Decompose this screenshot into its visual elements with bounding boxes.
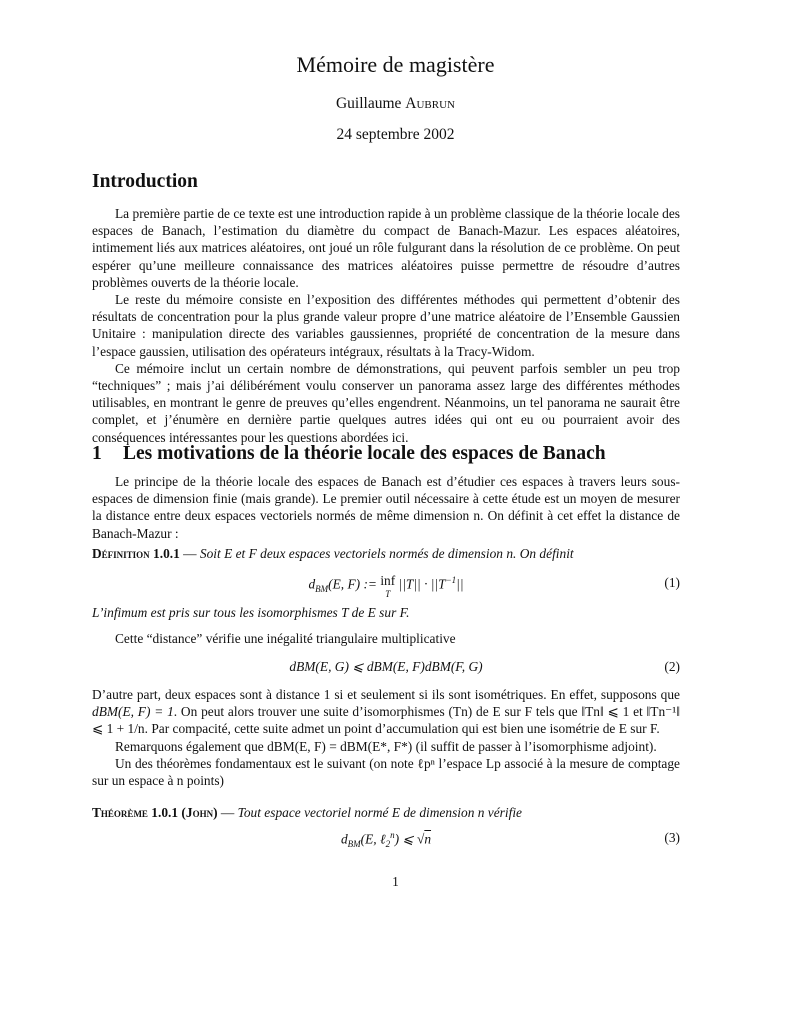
section-1-paragraph-1: Le principe de la théorie locale des espaces de Banach est d’étudier ces espaces à travers leurs sous-espaces de dimension finie (mais grande). Le premier outil nécessaire à cette étude est un moyen de mesurer la distance entre deux espaces vectoriels normés de même dimension n. On définit à cet effet la distance de Banach-Mazur :	[92, 474, 680, 541]
section-1-paragraph-5: Un des théorèmes fondamentaux est le suivant (on note ℓpⁿ l’espace Lp associé à la mesure de comptage sur un espace à n points)	[92, 755, 680, 789]
equation-3	[92, 830, 680, 849]
introduction-heading: Introduction	[92, 171, 198, 192]
introduction-paragraph-1: La première partie de ce texte est une introduction rapide à un problème classique de la théorie locale des espaces de Banach, l’estimation du diamètre du compact de Banach-Mazur. Les espaces aléatoires, intimement liés aux matrices aléatoires, ont joué un rôle fulgurant dans la résolution de ce problème. On peut espérer qu’une meilleure connaissance des matrices aléatoires puisse permettre de résoudre d’autres problèmes ouverts de la théorie locale.	[92, 206, 680, 290]
document-date: 24 septembre 2002	[336, 126, 455, 143]
definition-note	[92, 604, 680, 621]
equation-2-body: dBM(E, G) ⩽ dBM(E, F)dBM(F, G)	[289, 659, 483, 674]
author-first-name: Guillaume	[335, 95, 402, 112]
section-1-heading	[92, 443, 606, 465]
definition-dash: —	[179, 546, 200, 561]
introduction-paragraph-2: Le reste du mémoire consiste en l’exposition des différentes méthodes qui permettent d’obtenir des résultats de concentration pour la plus grande valeur propre d’une matrice aléatoire de l’Ensemble Gaussien Unitaire : manipulation directe des variables gaussiennes, propriété de concentration de la mesure dans l’espace gaussien, utilisation des opérateurs intégraux, résultats à la Tracy-Widom.	[92, 292, 680, 359]
section-title: Les motivations de la théorie locale des espaces de Banach	[123, 443, 606, 464]
equation-2-tag: (2)	[664, 659, 680, 674]
theorem-text: Tout espace vectoriel normé E de dimension n vérifie	[237, 805, 522, 820]
theorem-1-0-1	[92, 804, 680, 821]
equation-1	[92, 575, 680, 600]
theorem-dash: —	[217, 805, 238, 820]
theorem-label: Théorème 1.0.1 (John)	[92, 805, 218, 820]
definition-1-0-1	[92, 545, 680, 562]
section-1-paragraph-3: D’autre part, deux espaces sont à distance 1 si et seulement si ils sont isométriques. En effet, supposons que dBM(E, F) = 1. On peut alors trouver une suite d’isomorphismes (Tn) de E sur F tels que ‖Tn‖ ⩽ 1 et ‖Tn⁻¹‖ ⩽ 1 + 1/n. Par compacité, cette suite admet un point d’accumulation qui est bien une isométrie de E sur F.	[92, 687, 680, 737]
section-1-body	[92, 686, 680, 789]
definition-label: Définition 1.0.1	[92, 546, 180, 561]
equation-3-body: $d_{BM}(E$, ℓ$_2^n$) ⩽ √n	[340, 830, 432, 850]
section-1-paragraph-4: Remarquons également que dBM(E, F) = dBM(E*, F*) (il suffit de passer à l’isomorphisme adjoint).	[115, 738, 657, 754]
introduction-body	[92, 205, 680, 446]
document-author	[0, 95, 791, 113]
definition-after-text: L’infimum est pris sur tous les isomorphismes T de E sur F.	[92, 605, 410, 620]
introduction-paragraph-3: Ce mémoire inclut un certain nombre de démonstrations, qui peuvent parfois sembler un peu trop “techniques” ; mais j’ai délibérément voulu conserver un panorama assez large des différentes méthodes utilisables, en montrant le genre de preuves qu’elles engendrent. Néanmoins, un tel panorama ne saurait être complet, et j’énumère en dernière partie quelques autres idées qui ont eu ou pourraient avoir des conséquences intéressantes pour les questions abordées ici.	[92, 360, 680, 445]
page-number: 1	[392, 874, 399, 889]
equation-3-tag: (3)	[664, 830, 680, 845]
equation-1-body: $d_{BM}(E$, F) := inf T $||T|| \cdot ||T^{-1}||$	[308, 573, 464, 599]
definition-text: Soit E et F deux espaces vectoriels normés de dimension n. On définit	[199, 546, 574, 561]
section-1-paragraph-2: Cette “distance” vérifie une inégalité triangulaire multiplicative	[115, 631, 456, 646]
section-1-intro	[92, 473, 680, 542]
section-1-paragraph-2-block	[92, 630, 680, 647]
equation-1-tag: (1)	[664, 575, 680, 590]
equation-2	[92, 659, 680, 675]
section-number: 1	[92, 443, 102, 464]
document-title: Mémoire de magistère	[296, 52, 495, 77]
author-last-name: Aubrun	[405, 95, 455, 112]
